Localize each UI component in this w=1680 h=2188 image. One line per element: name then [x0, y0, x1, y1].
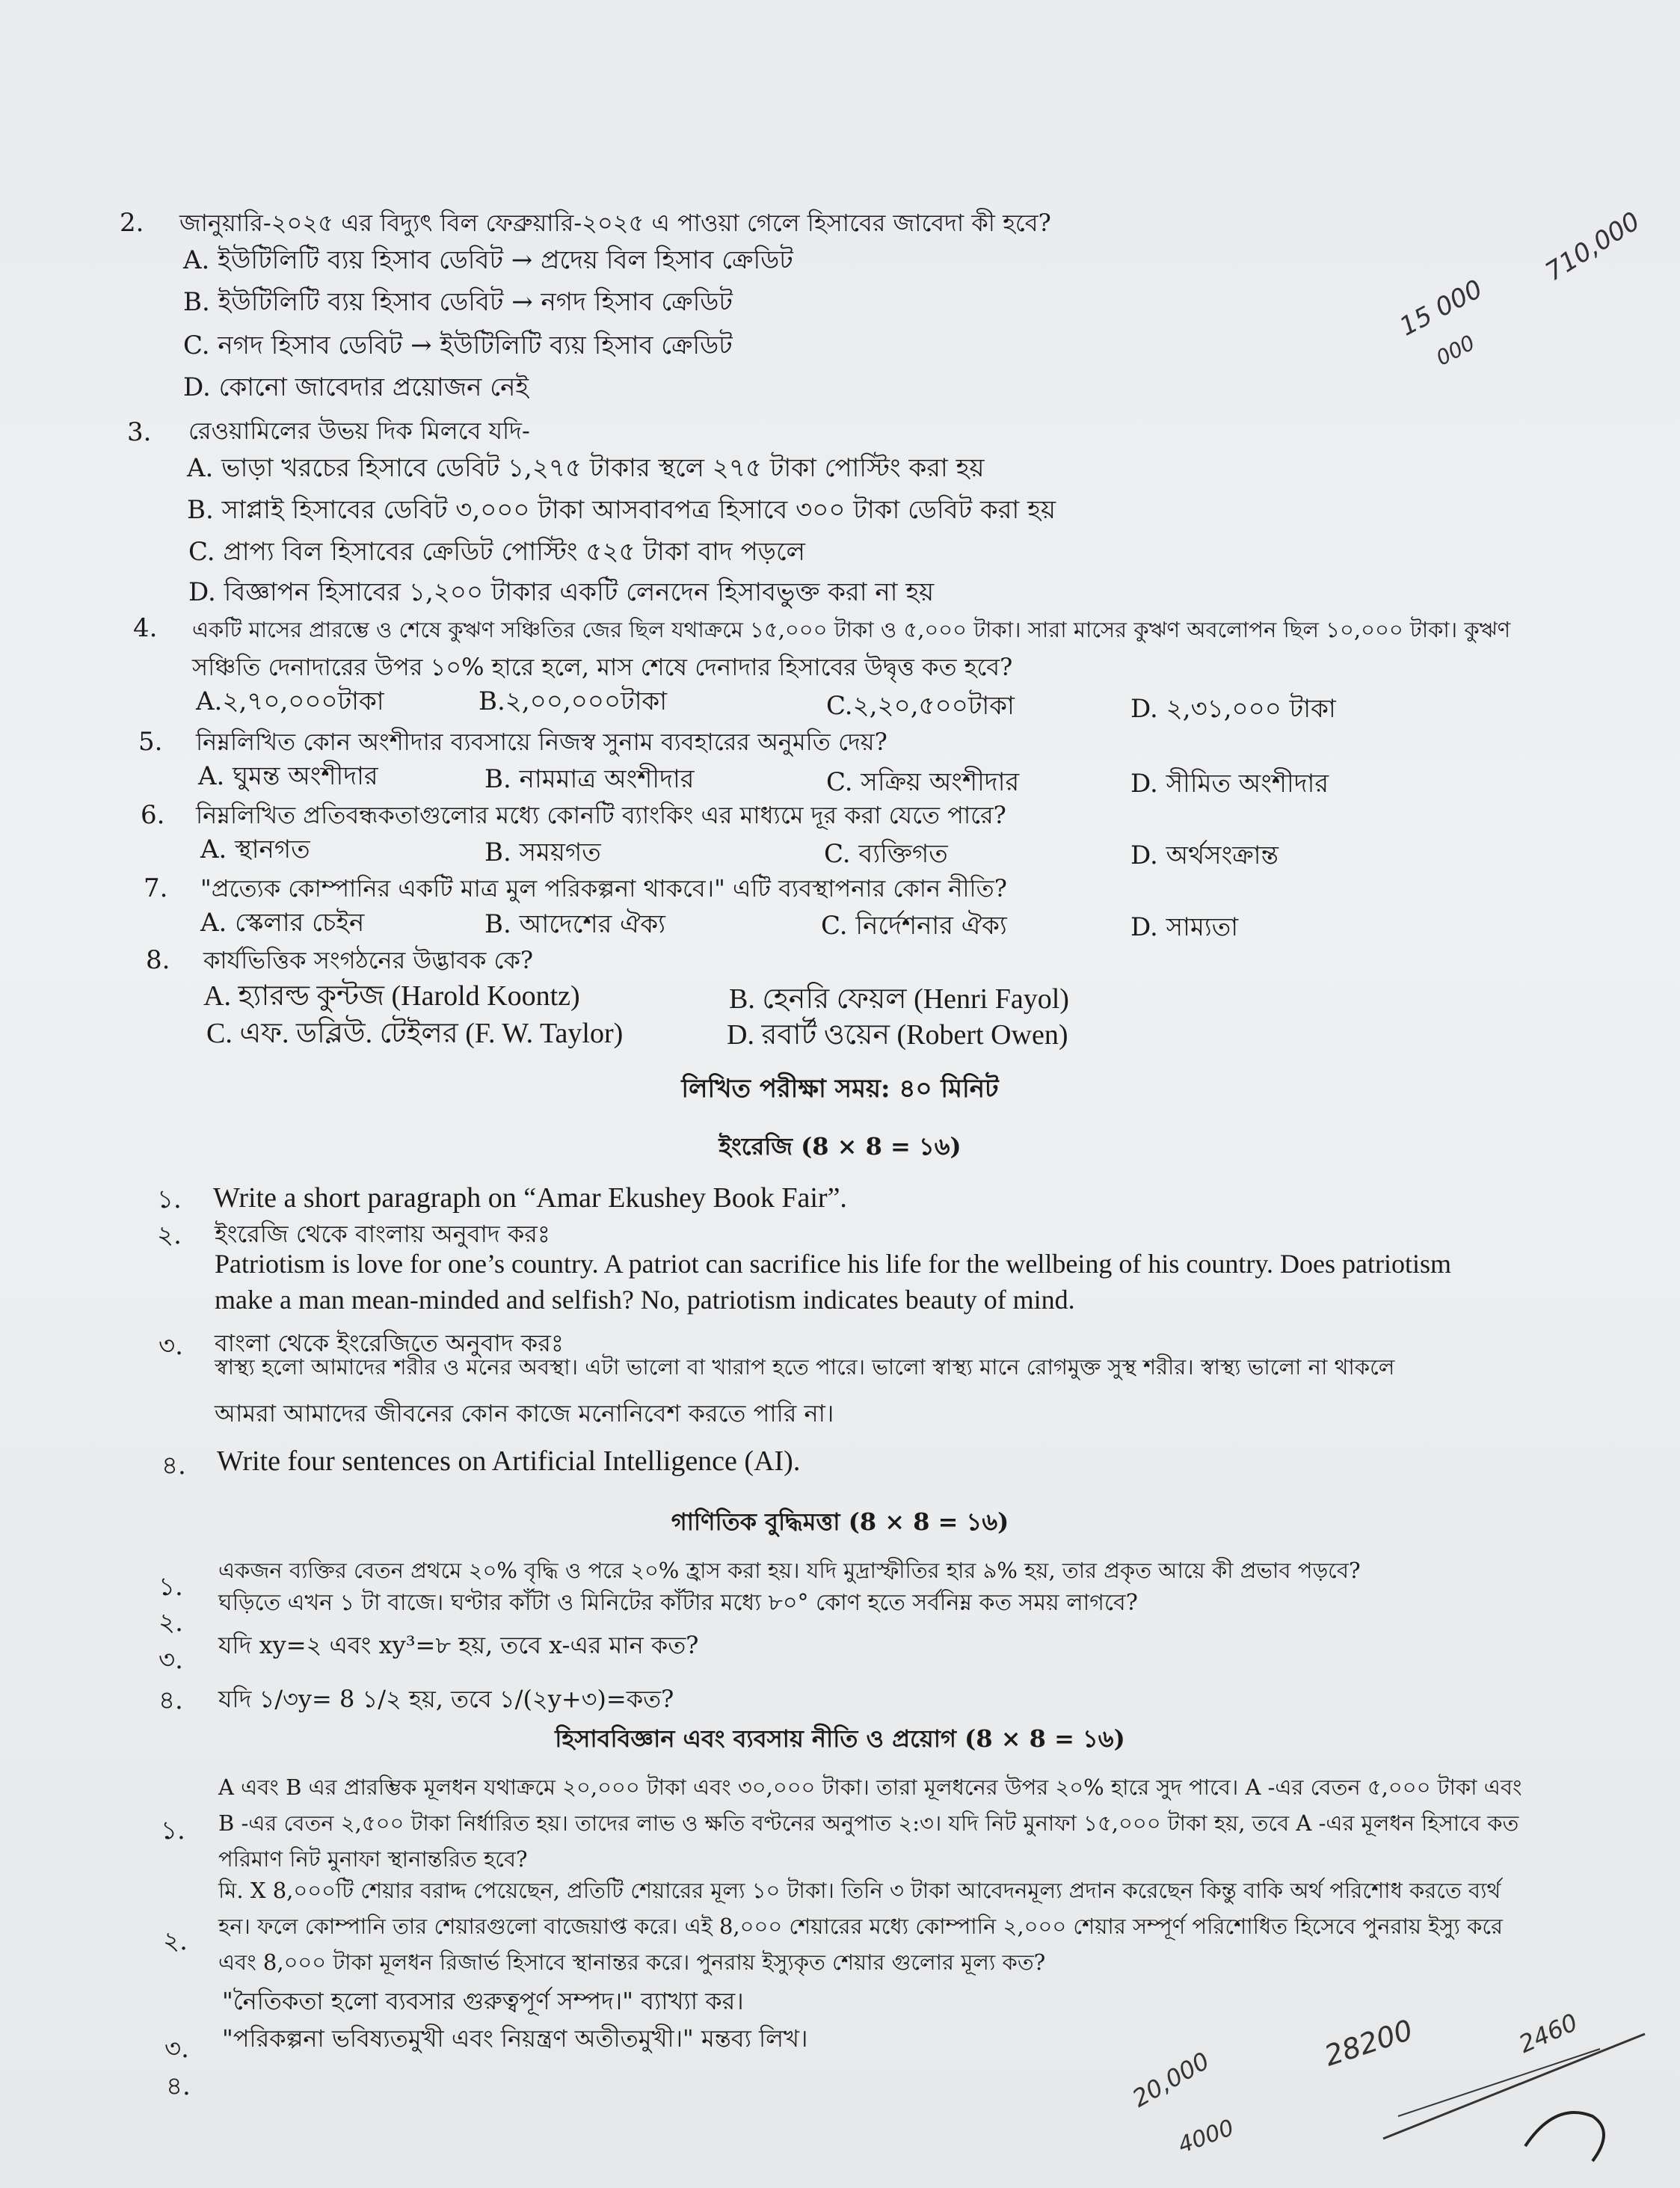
item-text: Write four sentences on Artificial Intelligence (AI).	[217, 1445, 801, 1477]
item-text-cont: আমরা আমাদের জীবনের কোন কাজে মনোনিবেশ করতে পারি না।	[215, 1399, 834, 1428]
question-number: 4.	[133, 613, 158, 643]
option-d: D. বিজ্ঞাপন হিসাবের ১,২০০ টাকার একটি লেনদেন হিসাবভুক্ত করা না হয়	[188, 577, 935, 607]
item-number: ২.	[157, 1220, 182, 1250]
option-b: B. হেনরি ফেয়ল (Henri Fayol)	[729, 983, 1069, 1015]
item-text: বাংলা থেকে ইংরেজিতে অনুবাদ করঃ	[215, 1329, 564, 1357]
item-number: ৩.	[159, 1331, 183, 1361]
question-number: 2.	[120, 208, 144, 238]
option-d: D. সাম্যতা	[1130, 912, 1239, 942]
option-b: B. নামমাত্র অংশীদার	[484, 764, 695, 794]
item-number: ১.	[157, 1184, 182, 1214]
english-section-title: ইংরেজি (8 × 8 = ১৬)	[719, 1132, 961, 1161]
item-number: ৪.	[161, 1451, 186, 1481]
item-text: মি. X 8,০০০টি শেয়ার বরাদ্দ পেয়েছেন, প্রতিটি শেয়ারের মূল্য ১০ টাকা। তিনি ৩ টাকা আবেদনমূল্য প্রদান করেছেন কিন্তু বাকি অর্থ পরিশোধ করতে ব্যর্থ	[218, 1878, 1501, 1903]
item-number: ১.	[159, 1572, 183, 1602]
item-text-cont: হন। ফলে কোম্পানি তার শেয়ারগুলো বাজেয়াপ্ত করে। এই 8,০০০ শেয়ারের মধ্যে কোম্পানি ২,০০০ শেয়ার সম্পূর্ণ পরিশোধিত হিসেবে পুনরায় ইস্যু করে	[218, 1914, 1503, 1939]
item-text: Write a short paragraph on “Amar Ekushey Book Fair”.	[213, 1182, 847, 1214]
option-c: C. ব্যক্তিগত	[824, 839, 948, 869]
option-c: C. এফ. ডব্লিউ. টেইলর (F. W. Taylor)	[206, 1018, 624, 1049]
option-c: C. সক্রিয় অংশীদার	[826, 767, 1020, 797]
handwritten-strokes	[1376, 1989, 1660, 2169]
question-text: কার্যভিত্তিক সংগঠনের উদ্ভাবক কে?	[203, 946, 534, 974]
written-exam-title: লিখিত পরীক্ষা সময়: ৪০ মিনিট	[681, 1074, 999, 1104]
option-a: A. স্থানগত	[200, 835, 310, 864]
option-a: A. হ্যারল্ড কুন্টজ (Harold Koontz)	[203, 980, 580, 1012]
handwritten-note: 15 000	[1394, 274, 1488, 342]
option-b: B. সময়গত	[484, 838, 601, 867]
item-text-cont: B -এর বেতন ২,৫০০ টাকা নির্ধারিত হয়। তাদের লাভ ও ক্ষতি বণ্টনের অনুপাত ২:৩। যদি নিট মুনাফা ১৫,০০০ টাকা হয়, তবে A -এর মূলধন হিসাবে কত	[218, 1810, 1519, 1836]
item-number: ৩.	[159, 1645, 183, 1675]
handwritten-note: 000	[1432, 330, 1480, 371]
item-text-cont: স্বাস্থ্য হলো আমাদের শরীর ও মনের অবস্থা। এটা ভালো বা খারাপ হতে পারে। ভালো স্বাস্থ্য মানে রোগমুক্ত সুস্থ শরীর। স্বাস্থ্য ভালো না থাকলে	[215, 1354, 1395, 1380]
item-number: ২.	[163, 1926, 188, 1956]
option-c: C. প্রাপ্য বিল হিসাবের ক্রেডিট পোস্টিং ৫২৫ টাকা বাদ পড়লে	[188, 537, 805, 567]
option-a: A. ইউটিলিটি ব্যয় হিসাব ডেবিট → প্রদেয় বিল হিসাব ক্রেডিট	[183, 245, 793, 275]
question-text: জানুয়ারি-২০২৫ এর বিদ্যুৎ বিল ফেব্রুয়ারি-২০২৫ এ পাওয়া গেলে হিসাবের জাবেদা কী হবে?	[179, 209, 1051, 237]
option-a: A. ঘুমন্ত অংশীদার	[198, 761, 378, 791]
item-text: "নৈতিকতা হলো ব্যবসার গুরুত্বপূর্ণ সম্পদ।" ব্যাখ্যা কর।	[222, 1987, 744, 2015]
item-number: ১.	[161, 1816, 185, 1846]
handwritten-note: 20,000	[1127, 2046, 1214, 2113]
option-b: B. আদেশের ঐক্য	[484, 909, 666, 939]
item-text: "পরিকল্পনা ভবিষ্যতমুখী এবং নিয়ন্ত্রণ অতীতমুখী।" মন্তব্য লিখ।	[222, 2024, 808, 2053]
option-a: A. স্কেলার চেইন	[200, 908, 365, 938]
option-b: B. সাপ্লাই হিসাবের ডেবিট ৩,০০০ টাকা আসবাবপত্র হিসাবে ৩০০ টাকা ডেবিট করা হয়	[187, 495, 1056, 525]
question-text: নিম্নলিখিত প্রতিবন্ধকতাগুলোর মধ্যে কোনটি ব্যাংকিং এর মাধ্যমে দূর করা যেতে পারে?	[196, 801, 1006, 829]
handwritten-note: 2460	[1514, 2008, 1582, 2059]
math-section-title: গাণিতিক বুদ্ধিমত্তা (8 × 8 = ১৬)	[671, 1508, 1009, 1536]
question-text: একটি মাসের প্রারম্ভে ও শেষে কুঋণ সঞ্চিতির জের ছিল যথাক্রমে ১৫,০০০ টাকা ও ৫,০০০ টাকা। সারা মাসের কুঋণ অবলোপন ছিল ১০,০০০ টাকা। কুঋণ	[192, 617, 1511, 642]
item-text: ইংরেজি থেকে বাংলায় অনুবাদ করঃ	[215, 1220, 550, 1248]
question-number: 5.	[138, 727, 163, 757]
option-a: A. ভাড়া খরচের হিসাবে ডেবিট ১,২৭৫ টাকার স্থলে ২৭৫ টাকা পোস্টিং করা হয়	[187, 453, 985, 483]
item-text-cont: পরিমাণ নিট মুনাফা স্থানান্তরিত হবে?	[218, 1846, 528, 1872]
question-text-cont: সঞ্চিতি দেনাদারের উপর ১০% হারে হলে, মাস শেষে দেনাদার হিসাবের উদ্বৃত্ত কত হবে?	[192, 653, 1013, 681]
question-number: 8.	[146, 945, 170, 975]
accounting-section-title: হিসাববিজ্ঞান এবং ব্যবসায় নীতি ও প্রয়োগ (8 × 8 = ১৬)	[555, 1724, 1125, 1753]
item-text-cont: Patriotism is love for one’s country. A patriot can sacrifice his life for the wellbeing of his country. Does patriotism	[215, 1249, 1451, 1279]
option-c: C. নির্দেশনার ঐক্য	[821, 911, 1007, 941]
question-number: 7.	[144, 873, 168, 903]
handwritten-note: 710,000	[1540, 206, 1646, 288]
question-text: রেওয়ামিলের উভয় দিক মিলবে যদি-	[188, 417, 530, 445]
option-d: D. কোনো জাবেদার প্রয়োজন নেই	[183, 372, 529, 402]
item-text: একজন ব্যক্তির বেতন প্রথমে ২০% বৃদ্ধি ও পরে ২০% হ্রাস করা হয়। যদি মুদ্রাস্ফীতির হার ৯% হয়, তার প্রকৃত আয়ে কী প্রভাব পড়বে?	[218, 1558, 1361, 1583]
option-d: D. ২,৩১,০০০ টাকা	[1130, 694, 1336, 724]
option-b: B.২,০০,০০০টাকা	[479, 686, 668, 716]
item-text: A এবং B এর প্রারম্ভিক মূলধন যথাক্রমে ২০,০০০ টাকা এবং ৩০,০০০ টাকা। তারা মূলধনের উপর ২০% হারে সুদ পাবে। A -এর বেতন ৫,০০০ টাকা এবং	[218, 1774, 1522, 1800]
question-text: নিম্নলিখিত কোন অংশীদার ব্যবসায়ে নিজস্ব সুনাম ব্যবহারের অনুমতি দেয়?	[196, 728, 887, 756]
item-text: যদি ১/৩y= 8 ১/২ হয়, তবে ১/(২y+৩)=কত?	[218, 1685, 674, 1713]
item-number: ৪.	[159, 1685, 183, 1715]
option-b: B. ইউটিলিটি ব্যয় হিসাব ডেবিট → নগদ হিসাব ক্রেডিট	[183, 287, 733, 317]
option-c: C.২,২০,৫০০টাকা	[826, 691, 1015, 721]
handwritten-note: 28200	[1320, 2013, 1417, 2073]
item-number: ২.	[159, 1608, 183, 1638]
item-text: ঘড়িতে এখন ১ টা বাজে। ঘণ্টার কাঁটা ও মিনিটের কাঁটার মধ্যে ৮০° কোণ হতে সর্বনিম্ন কত সময় লাগবে?	[218, 1590, 1138, 1616]
item-text-cont: make a man mean-minded and selfish? No, patriotism indicates beauty of mind.	[215, 1285, 1075, 1315]
option-d: D. রবার্ট ওয়েন (Robert Owen)	[727, 1019, 1068, 1051]
item-text-cont: এবং 8,০০০ টাকা মূলধন রিজার্ভ হিসাবে স্থানান্তর করে। পুনরায় ইস্যুকৃত শেয়ার গুলোর মূল্য কত?	[218, 1949, 1046, 1975]
item-text: যদি xy=২ এবং xy³=৮ হয়, তবে x-এর মান কত?	[218, 1631, 699, 1659]
item-number: ৩.	[164, 2034, 189, 2064]
option-c: C. নগদ হিসাব ডেবিট → ইউটিলিটি ব্যয় হিসাব ক্রেডিট	[183, 331, 733, 360]
question-number: 3.	[127, 417, 152, 447]
question-number: 6.	[141, 800, 165, 830]
option-a: A.২,৭০,০০০টাকা	[196, 686, 384, 716]
option-d: D. সীমিত অংশীদার	[1130, 769, 1329, 799]
option-d: D. অর্থসংক্রান্ত	[1130, 841, 1279, 870]
item-number: ৪.	[166, 2071, 191, 2101]
question-text: "প্রত্যেক কোম্পানির একটি মাত্র মুল পরিকল্পনা থাকবে।" এটি ব্যবস্থাপনার কোন নীতি?	[200, 874, 1007, 903]
handwritten-note: 4000	[1175, 2114, 1238, 2160]
